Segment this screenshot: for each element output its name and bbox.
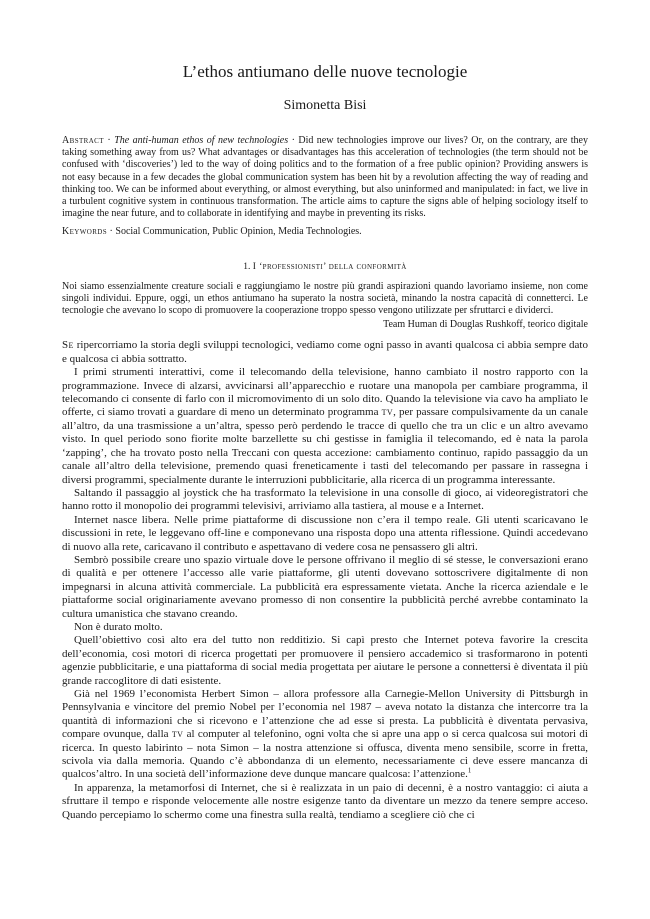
paragraph-text: ripercorriamo la storia degli sviluppi tecnologici, vediamo come ogni passo in avanti qualcosa ci abbia sempre dato e qualcosa ci abbia sottratto. [62,339,588,365]
paragraph: Quell’obiettivo così alto era del tutto non redditizio. Si capì presto che Internet poteva favorire la crescita dell’economia, così motori di ricerca progettati per promuovere il pensiero accademico si trasformarono in potenti agenzie pubblicitarie, e una piattaforma di social media progettata per aiutare le persone a connettersi è diventata il più grande raccoglitore di dati esistente. [62,634,588,687]
author-name: Simonetta Bisi [283,98,367,113]
paragraph: In apparenza, la metamorfosi di Internet, che si è realizzata in un paio di decenni, è a nostro vantaggio: ci aiuta a sfruttare il tempo e risponde velocemente alle nostre esigenze tanto da diventare un mezzo da tenere sempre acceso. Quando percepiamo lo schermo come una finestra sulla realtà, tendiamo a scegliere ciò che ci [62,781,588,821]
keywords-label: Keywords [62,226,108,238]
abstract-english-title: The anti-human ethos of new technologies [114,135,289,146]
tv-abbrev: tv [171,728,184,741]
paragraph: Saltando il passaggio al joystick che ha trasformato la televisione in una consolle di gioco, ai videoregistratori che hanno rotto il monopolio dei programmi televisivi, arriviamo alla tastiera, al mouse e a Internet. [62,486,588,513]
paragraph [62,688,588,782]
paragraph [62,366,588,487]
paragraph [62,339,588,366]
abstract-separator: · [103,135,115,146]
abstract-text: · Did new technologies improve our lives? Or, on the contrary, are they taking something away from us? What advantages or disadvantages has this acceleration of technologies (the term should not be confused with ‘discoveries’) led to the way of doing politics and to the formation of a free public opinion? Providing answers is not easy because in a few decades the global communication system has been hit by a revolution affecting the way of reading and thinking too. We can be informed about everything, or almost everything, but also uninformed and manipulated: in fact, we live in a turbulent cognitive system in continuous transformation. The article aims to capture the signs able of helping sociology itself to imagine the near future, and to collaborate in identifying and maybe in preventing its risks. [62,135,588,220]
keywords [62,226,588,238]
abstract [62,135,588,220]
paragraph: Sembrò possibile creare uno spazio virtuale dove le persone offrivano il meglio di sé stesse, le conversazioni erano di qualità e per ottenere l’accesso alle varie piattaforme, gli utenti dovevano sottoscrivere digitalmente di non impegnarsi in alcuna attività commerciale. La pubblicità era espressamente vietata. Anche la ricerca aziendale e le piattaforme social originariamente avevano promesso di non consentire la pubblicità perché avrebbe contaminato la cultura umanistica che stavano creando. [62,553,588,620]
body-text [62,339,588,822]
paper-page [62,0,588,822]
paragraph-text: Già nel 1969 l’economista Herbert Simon – allora professore alla Carnegie-Mellon University di Pittsburgh in Pennsylvania e vincitore del premio Nobel per l’economia nel 1987 – aveva notato la distanza che intercorre tra la quantità di informazioni che si ricevono e l’attenzione che ad esse si presta. La pubblicità è diventata pervasiva, compare ovunque, dalla [62,688,588,741]
abstract-label: Abstract [62,135,104,146]
section-heading [62,261,588,273]
paragraph-text: , per passare compulsivamente da un canale all’altro, da una trasmissione a un’altra, spesso però perdendo le tracce di quello che tra un clic e un altro avevamo visto. In quel periodo sono fiorite molte barzellette su chi gestisse in famiglia il telecomando, ed è nata la parola ‘zapping’, che ha trovato posto nella Treccani con questa accezione: cambiamento continuo, rapido passaggio da un canale all’altro della televisione, premendo quasi freneticamente i tasti del telecomando per passare in rassegna i diversi programmi, specialmente durante le interruzioni pubblicitarie, alla ricerca di un programma interessante. [62,406,588,486]
keywords-text: · Social Communication, Public Opinion, Media Technologies. [107,226,362,238]
paragraph: Non è durato molto. [74,620,163,633]
tv-abbrev: tv [381,406,394,419]
paragraph-lead: Se [62,339,74,352]
paragraph: Internet nasce libera. Nelle prime piattaforme di discussione non c’era il tempo reale. Gli utenti scaricavano le discussioni in rete, le leggevano off-line e componevano una risposta dopo una attenta riflessione. Quindi accedevano di nuovo alla rete, caricavano il contributo e aspettavano di vedere cosa ne pensassero gli altri. [62,513,588,553]
epigraph: Noi siamo essenzialmente creature sociali e raggiungiamo le nostre più grandi aspirazioni quando lavoriamo insieme, non come singoli individui. Eppure, oggi, un ethos antiumano ha superato la nostra società, minando la nostra capacità di connetterci. Le tecnologie che avevano lo scopo di promuovere la cooperazione troppo spesso vengono utilizzate per sfruttarci e dividerci. [62,280,588,317]
footnote-marker[interactable]: 1 [467,766,472,775]
section-number: 1. [243,261,251,272]
article-title: L’ethos antiumano delle nuove tecnologie [182,62,468,81]
paragraph-text: I primi strumenti interattivi, come il telecomando della televisione, hanno cambiato il nostro rapporto con la programmazione. Invece di alzarsi, avvicinarsi all’apparecchio e ruotare una manopola per cambiare programma, il telecomando ci consente di farlo con il micromovimento di un solo dito. Quando la televisione via cavo ha ampliato le offerte, ci siamo trovati a guardare di meno un determinato programma [62,366,588,419]
paragraph-text: al computer al telefonino, ogni volta che si apre una app o si cerca qualcosa sui motori di ricerca. In questo labirinto – nota Simon – la nostra attenzione si offusca, diventa meno sensibile, scorre in fretta, scivola via dalla memoria. Quando c’è abbondanza di un elemento, necessariamente ci deve essere mancanza di qualcos’altro. In una società dell’informazione deve dunque mancare qualcosa: l’attenzione. [62,728,588,781]
section-title: I ‘professionisti’ della conformità [252,261,407,272]
epigraph-attribution: Team Human di Douglas Rushkoff, teorico digitale [383,319,588,331]
